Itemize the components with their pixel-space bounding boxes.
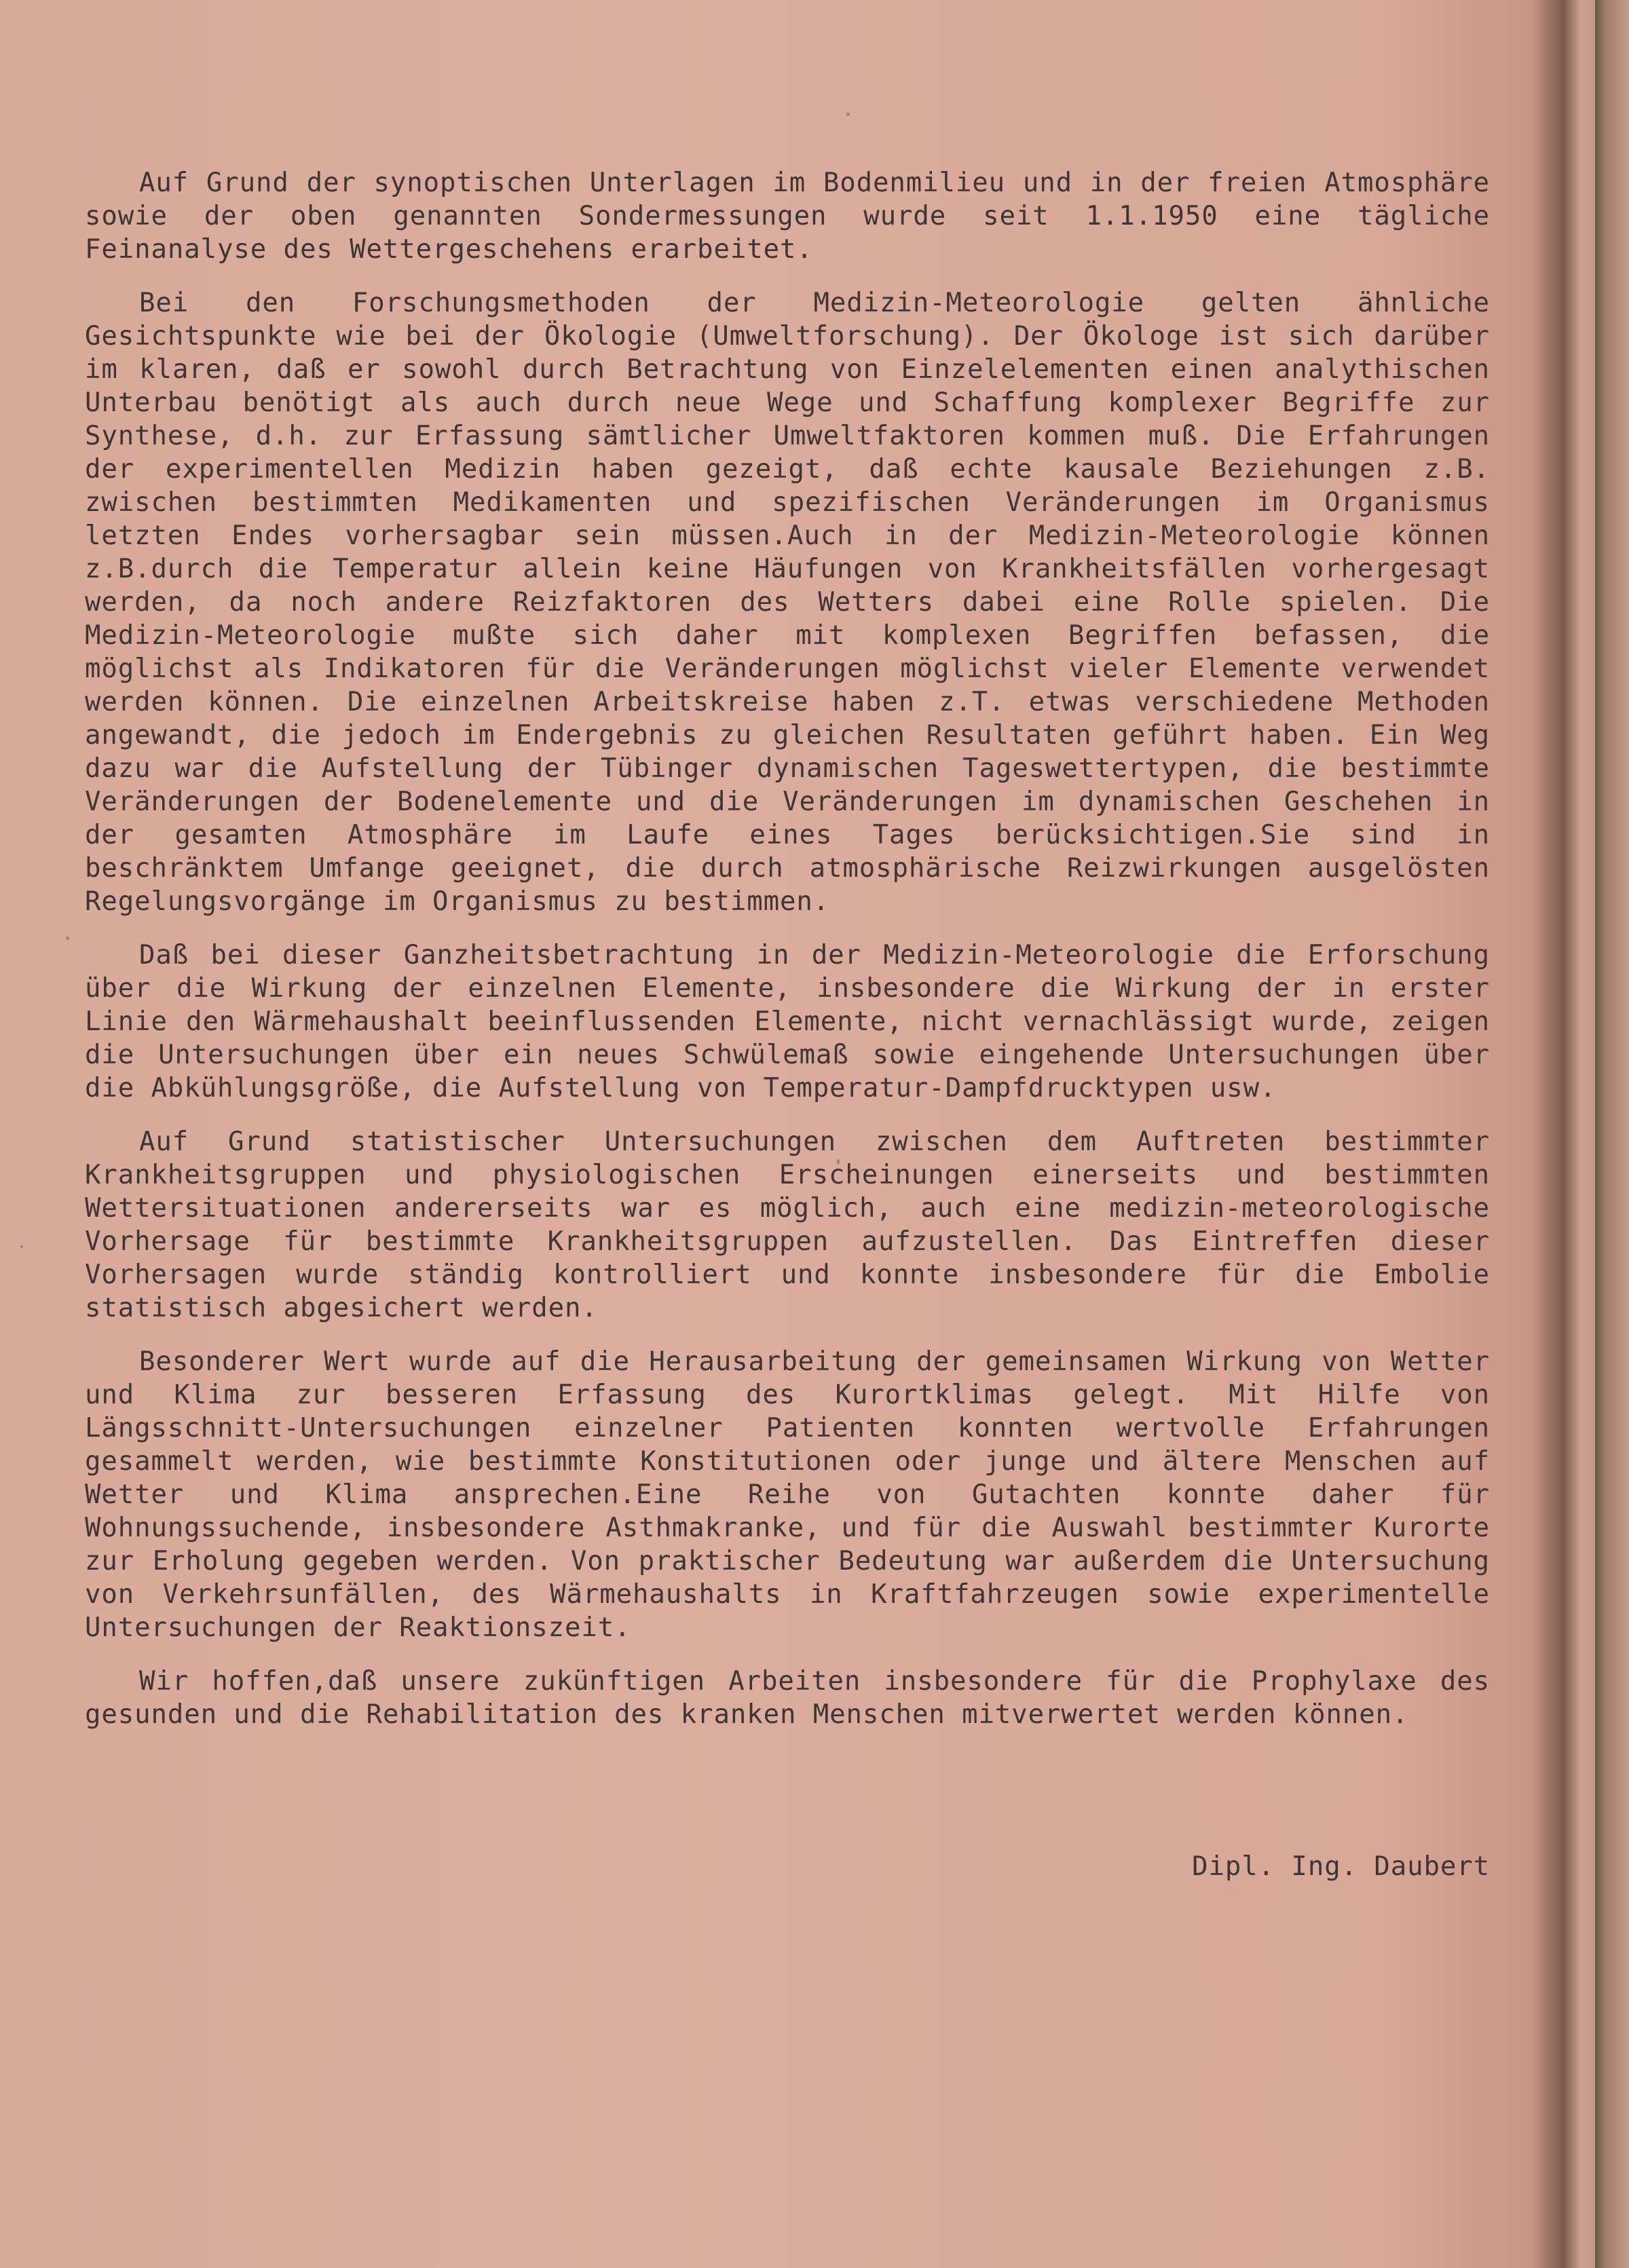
author-signature: Dipl. Ing. Daubert [1192, 1851, 1490, 1882]
paper-speck [846, 113, 850, 116]
paragraph-synoptic-analysis: Auf Grund der synoptischen Unterlagen im Bodenmilieu und in der freien Atmosphäre sowie der oben genannten Sondermessungen wurde seit 1.1.1950 eine tägliche Feinanalyse des Wettergeschehens erarbeitet. [85, 168, 1490, 265]
paper-speck [66, 937, 69, 940]
paragraph-research-methods: Bei den Forschungsmethoden der Medizin-Meteorologie gelten ähnliche Gesichtspunkte wie bei der Ökologie (Umweltforschung). Der Ökologe ist sich darüber im klaren, daß er sowohl durch Betrachtung von Einzelelementen einen analythischen Unterbau benötigt als auch durch neue Wege und Schaffung komplexer Begriffe zur Synthese, d.h. zur Erfassung sämtlicher Umweltfaktoren kommen muß. Die Erfahrungen der experimentellen Medizin haben gezeigt, daß echte kausale Beziehungen z.B. zwischen bestimmten Medikamenten und spezifischen Veränderungen im Organismus letzten Endes vorhersagbar sein müssen.Auch in der Medizin-Meteorologie können z.B.durch die Temperatur allein keine Häufungen von Krankheitsfällen vorhergesagt werden, da noch andere Reizfaktoren des Wetters dabei eine Rolle spielen. Die Medizin-Meteorologie mußte sich daher mit komplexen Begriffen befassen, die möglichst als Indikatoren für die Veränderungen möglichst vieler Elemente verwendet werden können. Die einzelnen Arbeitskreise haben z.T. etwas verschiedene Methoden angewandt, die jedoch im Endergebnis zu gleichen Resultaten geführt haben. Ein Weg dazu war die Aufstellung der Tübinger dynamischen Tageswettertypen, die bestimmte Veränderungen der Bodenelemente und die Veränderungen im dynamischen Geschehen in der gesamten Atmosphäre im Laufe eines Tages berücksichtigen.Sie sind in beschränktem Umfange geeignet, die durch atmosphärische Reizwirkungen ausgelösten Regelungsvorgänge im Organismus zu bestimmen. [85, 288, 1490, 917]
document-body [85, 166, 1490, 1752]
paragraph-holistic-view: Daß bei dieser Ganzheitsbetrachtung in der Medizin-Meteorologie die Erforschung über die Wirkung der einzelnen Elemente, insbesondere die Wirkung der in erster Linie den Wärmehaushalt beeinflussenden Elemente, nicht vernachlässigt wurde, zeigen die Untersuchungen über ein neues Schwülemaß sowie eingehende Untersuchungen über die Abkühlungsgröße, die Aufstellung von Temperatur-Dampfdrucktypen usw. [85, 940, 1490, 1103]
paper-speck [20, 1245, 23, 1248]
paragraph-climate-effects: Besonderer Wert wurde auf die Herausarbeitung der gemeinsamen Wirkung von Wetter und Klima zur besseren Erfassung des Kurortklimas gelegt. Mit Hilfe von Längsschnitt-Untersuchungen einzelner Patienten konnten wertvolle Erfahrungen gesammelt werden, wie bestimmte Konstitutionen oder junge und ältere Menschen auf Wetter und Klima ansprechen.Eine Reihe von Gutachten konnte daher für Wohnungssuchende, insbesondere Asthmakranke, und für die Auswahl bestimmter Kurorte zur Erholung gegeben werden. Von praktischer Bedeutung war außerdem die Untersuchung von Verkehrsunfällen, des Wärmehaushalts in Kraftfahrzeugen sowie experimentelle Untersuchungen der Reaktionszeit. [85, 1346, 1490, 1643]
paragraph-statistical-forecast: Auf Grund statistischer Untersuchungen zwischen dem Auftreten bestimmter Krankheitsgruppen und physiologischen Erscheinungen einerseits und bestimmten Wettersituationen andererseits war es möglich, auch eine medizin-meteorologische Vorhersage für bestimmte Krankheitsgruppen aufzustellen. Das Eintreffen dieser Vorhersagen wurde ständig kontrolliert und konnte insbesondere für die Embolie statistisch abgesichert werden. [85, 1127, 1490, 1323]
paragraph-outlook: Wir hoffen,daß unsere zukünftigen Arbeiten insbesondere für die Prophylaxe des gesunden und die Rehabilitation des kranken Menschen mitverwertet werden können. [85, 1666, 1490, 1730]
page-edge-shadow [1595, 0, 1629, 2268]
